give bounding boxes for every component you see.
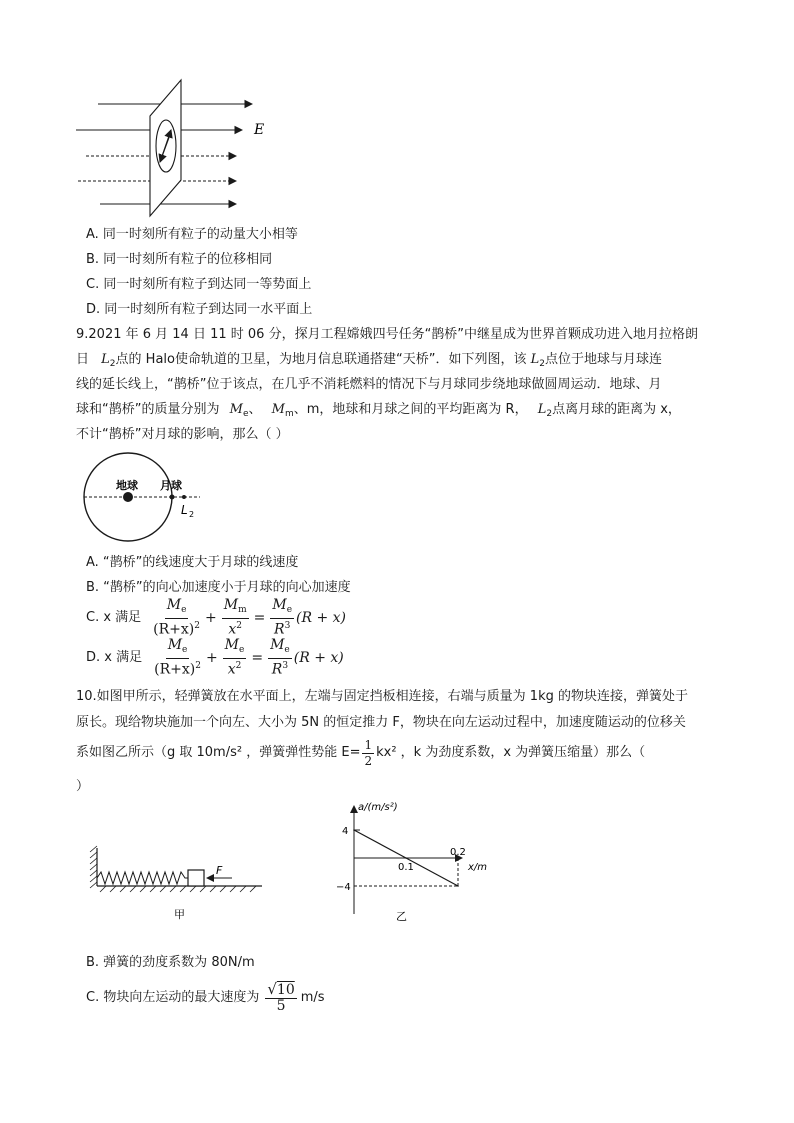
q10-option-c: C. 物块向左运动的最大速度为 $\frac{√10}{5}$ m/s bbox=[86, 980, 325, 1014]
x-tick-label-mid: 0.1 bbox=[398, 862, 414, 873]
q8-option-d: D. 同一时刻所有粒子到达同一水平面上 bbox=[86, 302, 313, 317]
earth-dot bbox=[123, 492, 133, 502]
q10-line-2: 原长。现给物块施加一个向左、大小为 5N 的恒定推力 F，物块在向左运动过程中，加速度随运动的位移关 bbox=[76, 715, 686, 730]
earth-moon-figure bbox=[78, 452, 218, 546]
q10-line-1: 10.如图甲所示，轻弹簧放在水平面上，左端与固定挡板相连接，右端与质量为 1kg 的物块连接，弹簧处于 bbox=[76, 689, 688, 704]
moon-label: 月球 bbox=[160, 479, 182, 492]
y-tick-label-top: 4 bbox=[342, 826, 349, 837]
x-tick-label-end: 0.2 bbox=[450, 847, 466, 858]
q8-option-a: A. 同一时刻所有粒子的动量大小相等 bbox=[86, 227, 298, 242]
earth-label: 地球 bbox=[116, 479, 138, 492]
spring-figure bbox=[86, 844, 266, 924]
field-label: E bbox=[254, 122, 265, 138]
q9-line-2: 日 $L_2$点的 Halo使命轨道的卫星，为地月信息联通搭建“天桥”．如下列图，该 $L_2$点位于地球与月球连 bbox=[76, 352, 662, 369]
data-point bbox=[353, 829, 355, 831]
q9-option-d: D. x 满足 $\frac{M_e}{(R+x)^2}$ + $\frac{M_e}{x^2}$ = $\frac{M_e}{R^3}$ (R + x) bbox=[86, 637, 344, 678]
x-axis-label: x/m bbox=[468, 862, 488, 873]
acceleration-chart bbox=[330, 798, 488, 924]
q10-line-3: 系如图乙所示（g 取 10m/s² ，弹簧弹性势能 E= $\frac{1}{2}$ kx² ，k 为劲度系数，x 为弹簧压缩量）那么（ bbox=[76, 737, 646, 768]
figure-jia-caption: 甲 bbox=[174, 908, 185, 921]
q9-line-1: 9.2021 年 6 月 14 日 11 时 06 分，探月工程嫦娥四号任务“鹊桥”中继星成为世界首颗成功进入地月拉格朗 bbox=[76, 327, 699, 342]
q9-option-c: C. x 满足 $\frac{M_e}{(R+x)^2}$ + $\frac{M_m}{x^2}$ = $\frac{M_e}{R^3}$ (R + x) bbox=[86, 597, 347, 638]
l2-label-sub: 2 bbox=[189, 510, 195, 519]
q9-option-a: A. “鹊桥”的线速度大于月球的线速度 bbox=[86, 555, 299, 570]
q10-line-4: ） bbox=[76, 779, 90, 794]
y-axis-label: a/(m/s²) bbox=[358, 802, 398, 813]
data-point bbox=[405, 857, 407, 859]
q9-line-5: 不计“鹊桥”对月球的影响，那么（ ） bbox=[76, 427, 289, 442]
data-point bbox=[457, 885, 459, 887]
q9-option-b: B. “鹊桥”的向心加速度小于月球的向心加速度 bbox=[86, 580, 351, 595]
field-figure bbox=[70, 74, 290, 224]
q9-line-4: 球和“鹊桥”的质量分别为 $M_e$、 $M_m$、m，地球和月球之间的平均距离为 R， $L_2$点离月球的距离为 x， bbox=[76, 402, 681, 419]
q8-option-b: B. 同一时刻所有粒子的位移相同 bbox=[86, 252, 273, 267]
figure-yi-caption: 乙 bbox=[396, 910, 407, 923]
spring bbox=[97, 872, 188, 884]
block bbox=[188, 870, 204, 886]
q9-line-3: 线的延长线上，“鹊桥”位于该点，在几乎不消耗燃料的情况下与月球同步绕地球做圆周运动．地球、月 bbox=[76, 377, 662, 392]
moon-dot bbox=[170, 495, 175, 500]
l2-label: L bbox=[181, 503, 188, 517]
q8-option-c: C. 同一时刻所有粒子到达同一等势面上 bbox=[86, 277, 312, 292]
l2-dot bbox=[182, 495, 186, 499]
q10-option-b: B. 弹簧的劲度系数为 80N/m bbox=[86, 955, 255, 970]
force-label: F bbox=[216, 864, 223, 877]
y-tick-label-bottom: −4 bbox=[336, 882, 351, 893]
